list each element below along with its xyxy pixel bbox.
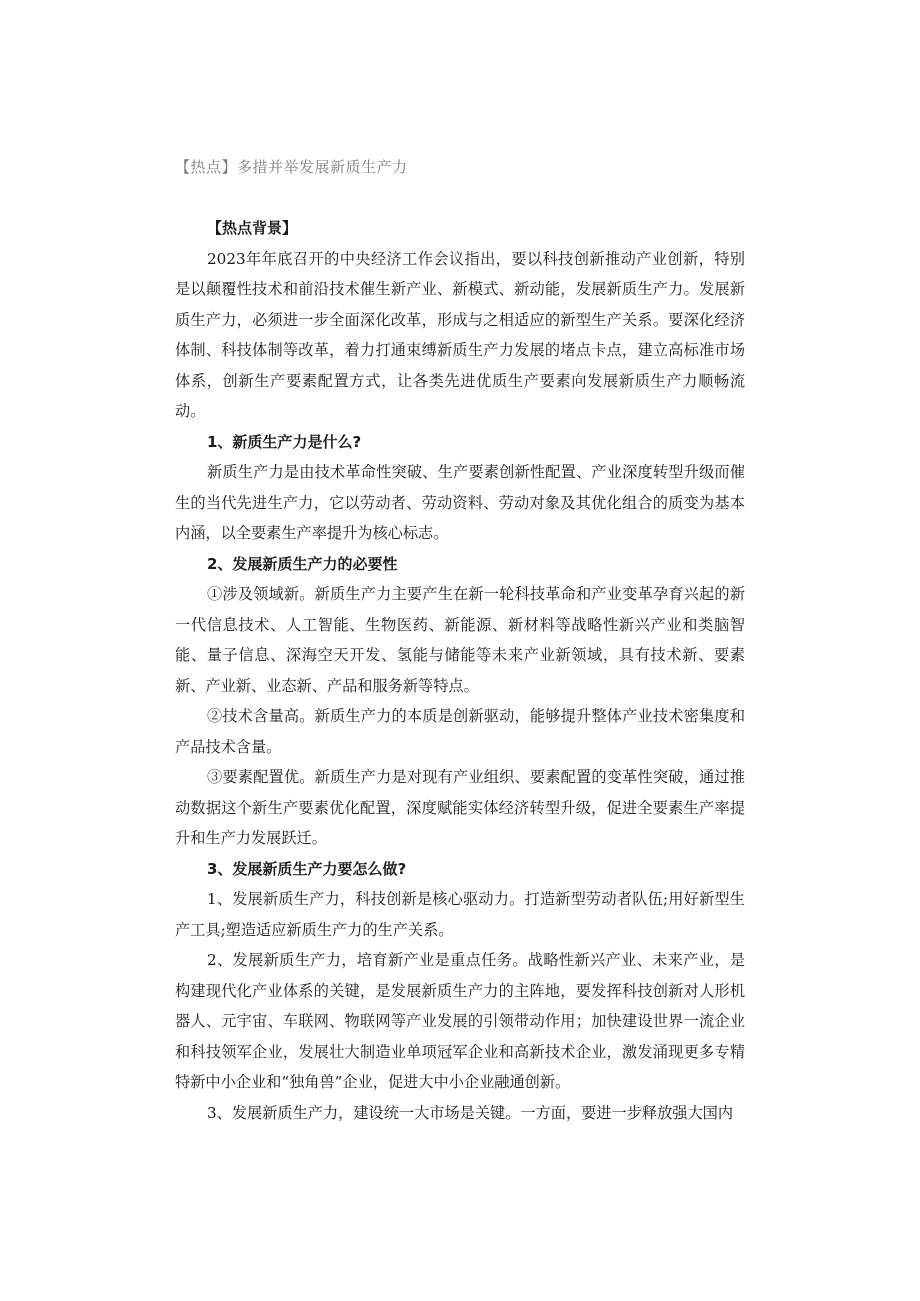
section1-heading: 1、新质生产力是什么?	[207, 432, 362, 451]
document-body	[175, 213, 745, 1128]
background-heading: 【热点背景】	[207, 219, 298, 237]
section3-heading: 3、发展新质生产力要怎么做?	[207, 859, 407, 878]
section1-paragraph: 新质生产力是由技术革命性突破、生产要素创新性配置、产业深度转型升级而催生的当代先进生产力，它以劳动者、劳动资料、劳动对象及其优化组合的质变为基本内涵，以全要素生产率提升为核心标志。	[175, 463, 745, 542]
section2-paragraph-1: ①涉及领域新。新质生产力主要产生在新一轮科技革命和产业变革孕育兴起的新一代信息技术、人工智能、生物医药、新能源、新材料等战略性新兴产业和类脑智能、量子信息、深海空天开发、氢能与储能等未来产业新领域，具有技术新、要素新、产业新、业态新、产品和服务新等特点。	[175, 585, 745, 695]
section3-paragraph-2: 2、发展新质生产力，培育新产业是重点任务。战略性新兴产业、未来产业，是构建现代化产业体系的关键，是发展新质生产力的主阵地，要发挥科技创新对人形机器人、元宇宙、车联网、物联网等产业发展的引领带动作用；加快建设世界一流企业和科技领军企业，发展壮大制造业单项冠军企业和高新技术企业，激发涌现更多专精特新中小企业和“独角兽”企业，促进大中小企业融通创新。	[175, 951, 745, 1091]
section2-heading: 2、发展新质生产力的必要性	[207, 554, 398, 573]
background-paragraph: 2023年年底召开的中央经济工作会议指出，要以科技创新推动产业创新，特别是以颠覆性技术和前沿技术催生新产业、新模式、新动能，发展新质生产力。发展新质生产力，必须进一步全面深化改革，形成与之相适应的新型生产关系。要深化经济体制、科技体制等改革，着力打通束缚新质生产力发展的堵点卡点，建立高标准市场体系，创新生产要素配置方式，让各类先进优质生产要素向发展新质生产力顺畅流动。	[175, 249, 745, 420]
section2-paragraph-2: ②技术含量高。新质生产力的本质是创新驱动，能够提升整体产业技术密集度和产品技术含量。	[175, 707, 745, 756]
document-title: 【热点】多措并举发展新质生产力	[175, 158, 408, 176]
section2-paragraph-3: ③要素配置优。新质生产力是对现有产业组织、要素配置的变革性突破，通过推动数据这个新生产要素优化配置，深度赋能实体经济转型升级，促进全要素生产率提升和生产力发展跃迁。	[175, 768, 745, 847]
section3-paragraph-1: 1、发展新质生产力，科技创新是核心驱动力。打造新型劳动者队伍;用好新型生产工具;塑造适应新质生产力的生产关系。	[175, 890, 745, 939]
section3-paragraph-3: 3、发展新质生产力，建设统一大市场是关键。一方面，要进一步释放强大国内	[207, 1103, 734, 1122]
